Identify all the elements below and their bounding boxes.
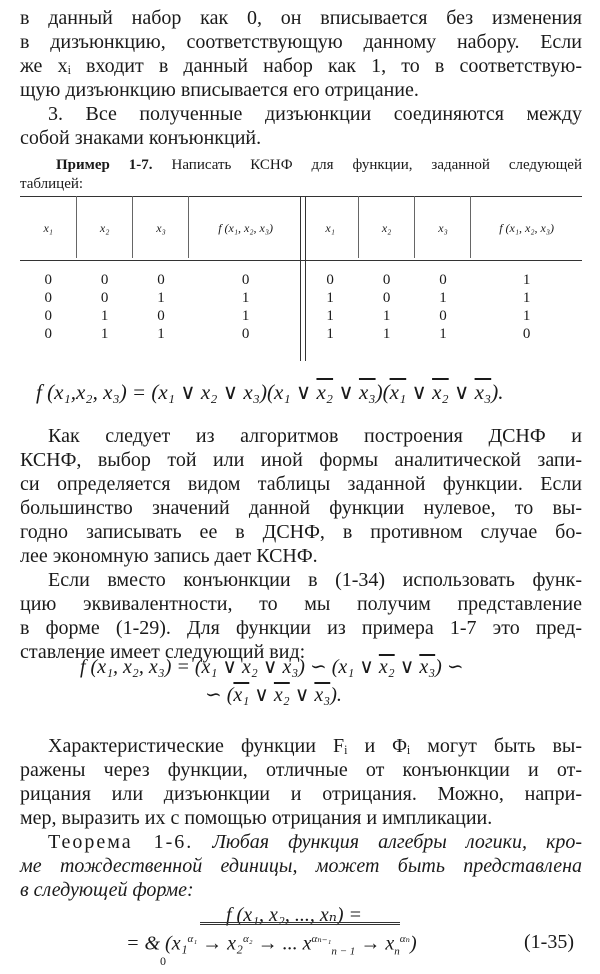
- equation-number: (1-35): [524, 931, 574, 953]
- text-line: 3. Все полученные дизъюнкции соединяются между: [48, 103, 582, 125]
- table-header-cell: x₁: [325, 220, 335, 235]
- table-col-separator: [76, 196, 77, 258]
- theorem-1-6: [20, 830, 582, 902]
- table-cell: 0: [157, 272, 165, 288]
- text-line: ражены через функции, отличные от конъюнкции и от-: [20, 759, 582, 781]
- table-cell: 1: [439, 290, 447, 306]
- table-col-separator: [414, 196, 415, 258]
- text-line: Если вместо конъюнкции в (1-34) использовать функ-: [48, 569, 582, 591]
- theorem-text: Любая функция алгебры логики, кро-: [212, 831, 583, 853]
- paragraph-form-choice: [20, 424, 582, 568]
- text-line: КСНФ, выбор той или иной формы аналитической запи-: [20, 449, 582, 471]
- formula-under-index: 0: [160, 954, 166, 968]
- table-cell: 0: [44, 290, 52, 306]
- formula-equivalence-line-1: f (x₁, x₂, x₃) = (x₁ ∨ x₂ ∨ x₃) ∽ (x₁ ∨ x₂ ∨ x₃) ∽: [80, 656, 464, 678]
- table-header-cell: f (x₁, x₂, x₃): [499, 220, 555, 235]
- example-heading: [20, 156, 582, 194]
- text-line: в форме (1-29). Для функции из примера 1-7 это пред-: [20, 617, 582, 639]
- table-cell: 1: [522, 308, 531, 324]
- table-col-separator: [358, 196, 359, 258]
- table-cell: 1: [326, 308, 334, 324]
- formula-1-35-line-1: f (x₁, x₂, ..., xₙ) =: [226, 904, 363, 926]
- table-cell: 0: [522, 326, 531, 342]
- table-cell: 1: [522, 272, 531, 288]
- example-text: Написать КСНФ для функции, заданной следующей: [171, 157, 582, 173]
- text-line: большинство значений данной функции нулевое, то вы-: [20, 497, 582, 519]
- table-cell: 1: [522, 290, 531, 306]
- table-cell: 0: [382, 290, 391, 306]
- text-line: годно записывать ее в ДСНФ, в противном случае бо-: [20, 521, 582, 543]
- table-header-cell: x₃: [438, 220, 448, 235]
- table-cell: 0: [439, 308, 447, 324]
- theorem-text: ме тождественной единицы, может быть представлена: [20, 855, 582, 877]
- formula-ksnf: f (x₁,x₂, x₃) = (x₁ ∨ x₂ ∨ x₃)(x₁ ∨ x₂ ∨ x₃)(x₁ ∨ x₂ ∨ x₃).: [36, 380, 504, 404]
- formula-1-35-line-2: = & (x₁$^{\alpha_1}$ → x₂$^{\alpha_2}$ → ... $x^{\alpha_{n-1}}_{n - 1} \to x_n^{\alpha_n}$): [126, 932, 417, 958]
- example-text-2: таблицей:: [20, 176, 84, 192]
- table-col-separator: [470, 196, 471, 258]
- table-cell: 0: [241, 326, 250, 342]
- table-header-cell: x₂: [99, 220, 110, 235]
- paragraph-equivalence: [20, 568, 582, 664]
- text-line: Характеристические функции Fᵢ и Φᵢ могут быть вы-: [48, 735, 582, 757]
- text-line: в дизъюнкцию, соответствующую данному набору. Если: [20, 31, 582, 53]
- table-header-cell: f (x₁, x₂, x₃): [218, 220, 274, 235]
- table-header-cell: x₂: [381, 220, 392, 235]
- text-line: же xᵢ входит в данный набор как 1, то в соответствую-: [20, 55, 582, 77]
- table-cell: 0: [100, 272, 109, 288]
- table-cell: 1: [100, 308, 109, 324]
- table-cell: 1: [241, 308, 250, 324]
- text-line: цию эквивалентности, то мы получим представление: [20, 593, 582, 615]
- table-cell: 1: [157, 326, 165, 342]
- theorem-text: в следующей форме:: [20, 879, 194, 901]
- table-cell: 0: [382, 272, 391, 288]
- table-cell: 1: [326, 290, 334, 306]
- table-cell: 1: [326, 326, 334, 342]
- table-cell: 0: [326, 272, 334, 288]
- table-header-cell: x₃: [156, 220, 166, 235]
- formula-rule: [200, 922, 400, 925]
- text-line: щую дизъюнкцию вписывается его отрицание.: [20, 79, 419, 101]
- table-cell: 0: [44, 308, 52, 324]
- table-cell: 1: [100, 326, 109, 342]
- table-cell: 1: [157, 290, 165, 306]
- table-cell: 0: [44, 272, 52, 288]
- table-header-cell: x₁: [43, 220, 53, 235]
- example-label: Пример 1-7.: [56, 157, 153, 173]
- table-col-separator: [132, 196, 133, 258]
- paragraph-item-3: [20, 102, 582, 150]
- table-cell: 1: [382, 326, 391, 342]
- formula-equivalence-line-2: ∽ (x₁ ∨ x₂ ∨ x₃).: [205, 684, 342, 706]
- table-cell: 1: [439, 326, 447, 342]
- text-line: си определяется видом таблицы заданной функции. Если: [20, 473, 582, 495]
- table-double-separator: [300, 196, 306, 361]
- table-cell: 1: [382, 308, 391, 324]
- text-line: лее экономную запись дает КСНФ.: [20, 545, 318, 567]
- text-line: в данный набор как 0, он вписывается без изменения: [20, 7, 582, 29]
- table-col-separator: [188, 196, 189, 258]
- table-cell: 0: [439, 272, 447, 288]
- table-cell: 0: [100, 290, 109, 306]
- table-cell: 0: [241, 272, 250, 288]
- table-cell: 1: [241, 290, 250, 306]
- table-cell: 0: [157, 308, 165, 324]
- paragraph-characteristic: [20, 734, 582, 830]
- text-line: мер, выразить их с помощью отрицания и импликации.: [20, 807, 493, 829]
- paragraph-algorithm-end: [20, 6, 582, 102]
- text-line: рицания или дизъюнкции и отрицания. Можно, напри-: [20, 783, 582, 805]
- theorem-label: Теорема 1-6.: [48, 831, 194, 853]
- text-line: собой знаками конъюнкций.: [20, 127, 262, 149]
- text-line: Как следует из алгоритмов построения ДСНФ и: [48, 425, 582, 447]
- table-cell: 0: [44, 326, 52, 342]
- text-line: ставление имеет следующий вид:: [20, 641, 306, 663]
